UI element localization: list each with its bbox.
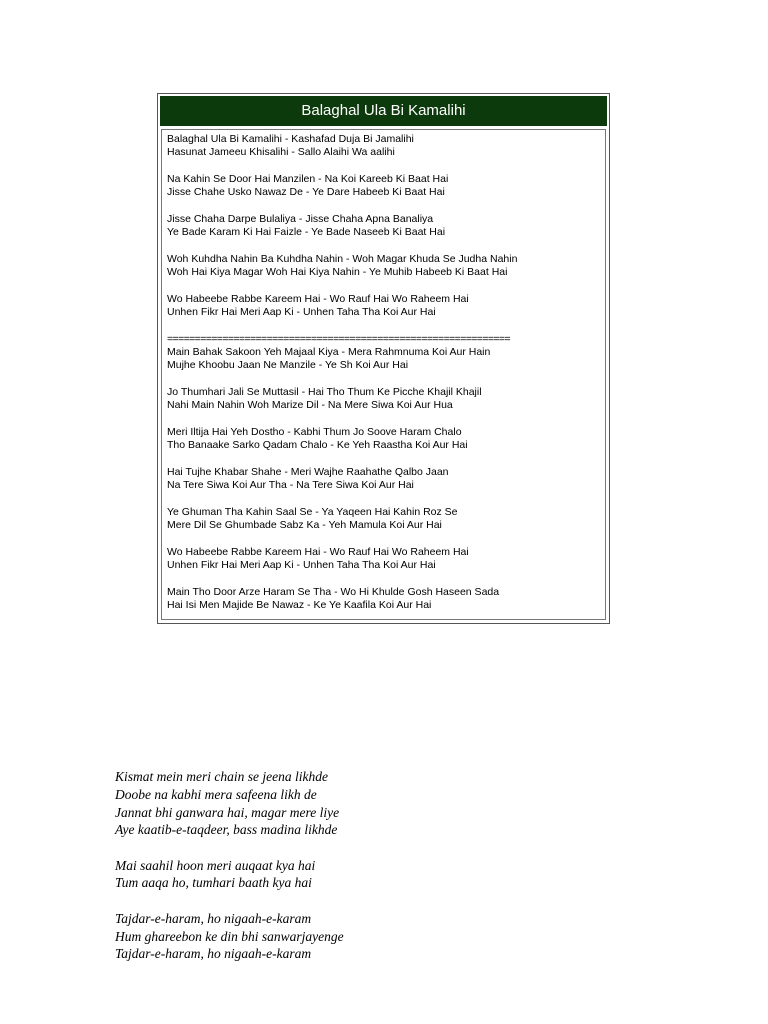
poem-line: Tajdar-e-haram, ho nigaah-e-karam [115, 910, 312, 926]
lyric-line: Main Bahak Sakoon Yeh Majaal Kiya - Mera Rahmnuma Koi Aur Hain [167, 346, 491, 359]
lyric-line: Tho Banaake Sarko Qadam Chalo - Ke Yeh Raastha Koi Aur Hai [167, 439, 468, 452]
poem-stanza [115, 768, 344, 839]
poem-line: Tum aaqa ho, tumhari baath kya hai [115, 875, 312, 891]
poem-line: Jannat bhi ganwara hai, magar mere liye [115, 804, 340, 820]
lyric-line: Woh Kuhdha Nahin Ba Kuhdha Nahin - Woh Magar Khuda Se Judha Nahin [167, 253, 518, 265]
lyric-line: Jo Thumhari Jali Se Muttasil - Hai Tho Thum Ke Picche Khajil Khajil [167, 386, 482, 399]
lyric-line: Unhen Fikr Hai Meri Aap Ki - Unhen Taha Tha Koi Aur Hai [167, 306, 436, 319]
lyric-line: Na Tere Siwa Koi Aur Tha - Na Tere Siwa Koi Aur Hai [167, 479, 414, 492]
lyric-line: Ye Bade Karam Ki Hai Faizle - Ye Bade Naseeb Ki Baat Hai [167, 226, 446, 239]
poem-line: Tajdar-e-haram, ho nigaah-e-karam [115, 946, 312, 962]
poem-line: Hum ghareebon ke din bhi sanwarjayenge [115, 928, 344, 944]
stanza [167, 213, 605, 239]
lyric-line: Woh Hai Kiya Magar Woh Hai Kiya Nahin - Ye Muhib Habeeb Ki Baat Hai [167, 266, 508, 279]
lyric-line: Hai Isi Men Majide Be Nawaz - Ke Ye Kaafila Koi Aur Hai [167, 599, 432, 612]
stanza [167, 333, 605, 373]
lyric-line: Mere Dil Se Ghumbade Sabz Ka - Yeh Mamula Koi Aur Hai [167, 519, 442, 532]
poem-line: Aye kaatib-e-taqdeer, bass madina likhde [115, 822, 338, 838]
poem-line: Mai saahil hoon meri auqaat kya hai [115, 857, 316, 873]
lyric-line: Wo Habeebe Rabbe Kareem Hai - Wo Rauf Hai Wo Raheem Hai [167, 546, 469, 559]
lyrics-box [157, 93, 610, 624]
lyric-line: Meri Iltija Hai Yeh Dostho - Kabhi Thum Jo Soove Haram Chalo [167, 426, 462, 439]
lyric-line: Wo Habeebe Rabbe Kareem Hai - Wo Rauf Hai Wo Raheem Hai [167, 293, 469, 305]
lyric-line: Ye Ghuman Tha Kahin Saal Se - Ya Yaqeen Hai Kahin Roz Se [167, 506, 458, 519]
lyric-line: Jisse Chahe Usko Nawaz De - Ye Dare Habeeb Ki Baat Hai [167, 186, 445, 199]
stanza [167, 466, 605, 492]
lyric-line: Hasunat Jameeu Khisalihi - Sallo Alaihi Wa aalihi [167, 146, 395, 159]
stanza [167, 133, 605, 159]
stanza [167, 586, 605, 612]
poem-line: Doobe na kabhi mera safeena likh de [115, 786, 317, 802]
lyric-line: Hai Tujhe Khabar Shahe - Meri Wajhe Raahathe Qalbo Jaan [167, 466, 449, 479]
stanza [167, 506, 605, 532]
stanza [167, 546, 605, 572]
stanza [167, 173, 605, 199]
lyrics-title: Balaghal Ula Bi Kamalihi [160, 96, 607, 126]
lyric-line: Jisse Chaha Darpe Bulaliya - Jisse Chaha Apna Banaliya [167, 213, 434, 225]
stanza [167, 293, 605, 319]
lyrics-body [161, 129, 606, 620]
stanza [167, 386, 605, 412]
poem-stanza [115, 910, 344, 963]
lyric-line: Main Tho Door Arze Haram Se Tha - Wo Hi Khulde Gosh Haseen Sada [167, 586, 500, 599]
lyric-line: Na Kahin Se Door Hai Manzilen - Na Koi Kareeb Ki Baat Hai [167, 173, 449, 185]
lyric-line: Mujhe Khoobu Jaan Ne Manzile - Ye Sh Koi Aur Hai [167, 359, 409, 372]
stanza [167, 253, 605, 279]
lyric-line: Nahi Main Nahin Woh Marize Dil - Na Mere Siwa Koi Aur Hua [167, 399, 453, 412]
lyric-line: Unhen Fikr Hai Meri Aap Ki - Unhen Taha Tha Koi Aur Hai [167, 559, 436, 572]
stanza [167, 426, 605, 452]
lyric-line: Balaghal Ula Bi Kamalihi - Kashafad Duja Bi Jamalihi [167, 133, 414, 145]
poem [115, 768, 344, 981]
separator-line: ============================================================== [167, 333, 510, 345]
poem-stanza [115, 857, 344, 893]
poem-line: Kismat mein meri chain se jeena likhde [115, 769, 328, 784]
